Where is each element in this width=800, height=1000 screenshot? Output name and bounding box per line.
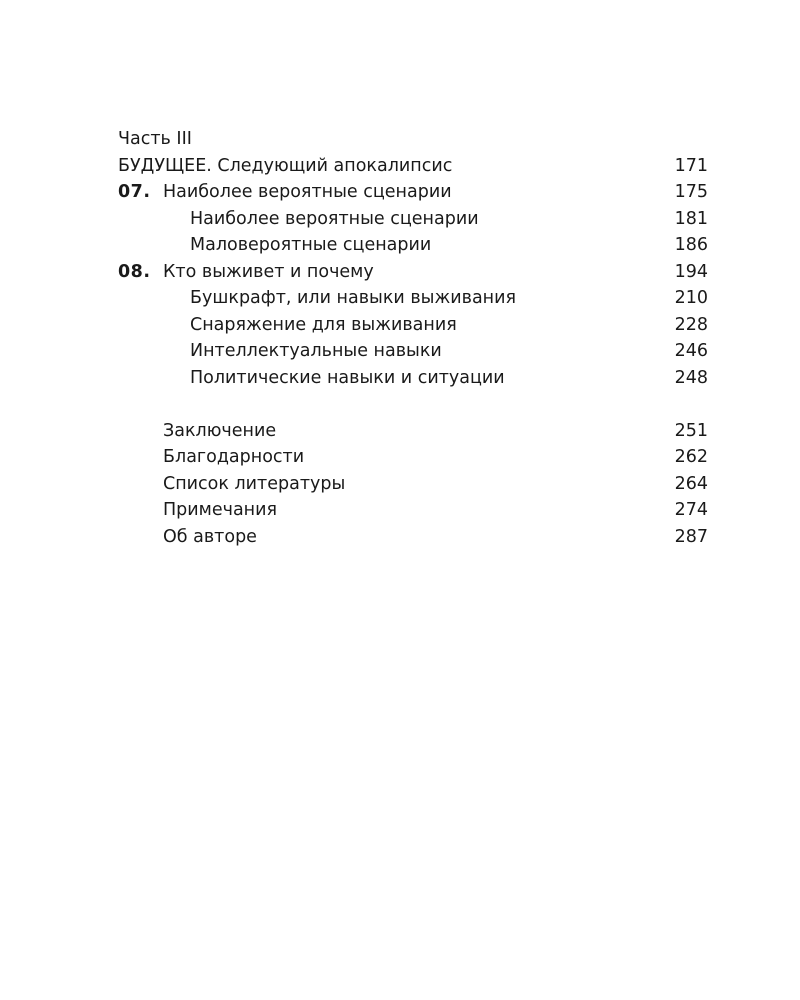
section-title: Наиболее вероятные сценарии xyxy=(190,208,479,229)
chapter-number: 07. xyxy=(118,182,151,202)
back-matter-title: Список литературы xyxy=(163,473,346,494)
page-number: 246 xyxy=(674,341,708,361)
part-label-row xyxy=(118,126,708,153)
back-matter-title: Благодарности xyxy=(163,447,305,467)
toc-entry-section xyxy=(118,206,708,233)
back-matter-title: Об авторе xyxy=(163,526,257,547)
toc-entry-part xyxy=(118,153,708,180)
toc-entry-chapter-07 xyxy=(118,179,708,206)
page-number: 210 xyxy=(674,288,708,308)
toc-entry-back-matter xyxy=(118,471,708,498)
chapter-title: Кто выживет и почему xyxy=(163,261,374,282)
page-number: 175 xyxy=(674,182,708,202)
toc-entry-back-matter xyxy=(118,524,708,551)
toc-entry-chapter-08 xyxy=(118,259,708,286)
toc-entry-section xyxy=(118,338,708,365)
page-number: 171 xyxy=(674,155,708,176)
page-number: 262 xyxy=(674,447,708,467)
toc-entry-section xyxy=(118,312,708,339)
page-number: 251 xyxy=(674,420,708,441)
table-of-contents xyxy=(118,126,708,550)
page-number: 287 xyxy=(674,526,708,547)
page-number: 186 xyxy=(674,235,708,255)
toc-entry-back-matter xyxy=(118,497,708,524)
page-number: 274 xyxy=(674,500,708,520)
chapter-number: 08. xyxy=(118,261,151,282)
page-number: 264 xyxy=(674,473,708,494)
part-title: БУДУЩЕЕ. Следующий апокалипсис xyxy=(118,155,453,176)
section-title: Снаряжение для выживания xyxy=(190,314,457,335)
page-number: 194 xyxy=(674,261,708,282)
toc-entry-back-matter xyxy=(118,444,708,471)
back-matter-title: Примечания xyxy=(163,500,278,520)
toc-entry-back-matter xyxy=(118,418,708,445)
back-matter-title: Заключение xyxy=(163,420,277,441)
part-label: Часть III xyxy=(118,129,192,149)
toc-entry-section xyxy=(118,232,708,259)
section-title: Маловероятные сценарии xyxy=(190,235,432,255)
chapter-title: Наиболее вероятные сценарии xyxy=(163,182,452,202)
section-title: Интеллектуальные навыки xyxy=(190,341,442,361)
page-number: 228 xyxy=(674,314,708,335)
section-title: Бушкрафт, или навыки выживания xyxy=(190,288,517,308)
page-number: 248 xyxy=(674,367,708,388)
section-title: Политические навыки и ситуации xyxy=(190,367,505,388)
toc-entry-section xyxy=(118,365,708,392)
page-number: 181 xyxy=(674,208,708,229)
toc-entry-section xyxy=(118,285,708,312)
